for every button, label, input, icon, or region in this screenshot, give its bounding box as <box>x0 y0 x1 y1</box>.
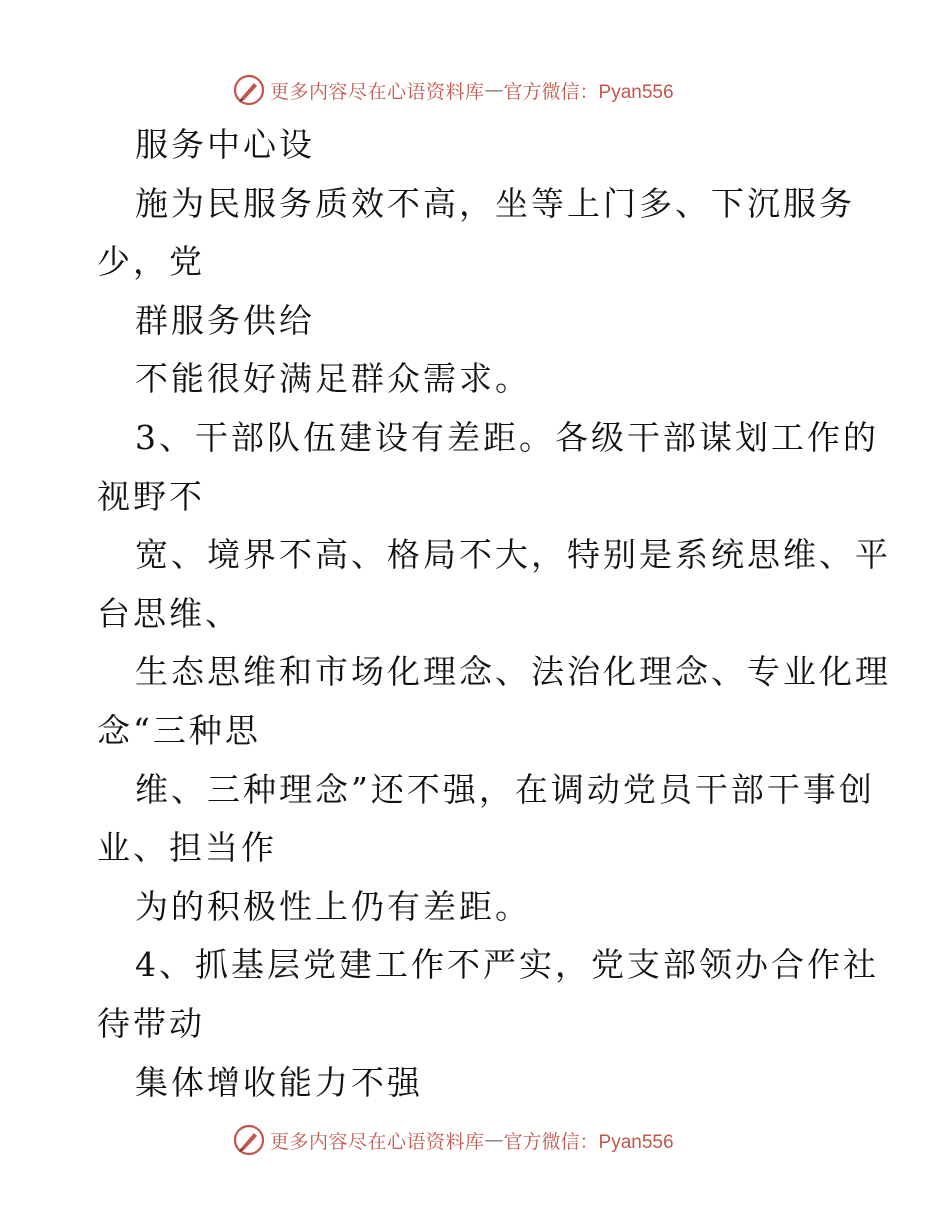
header-banner <box>232 72 674 108</box>
text-line: 念“三种思 <box>97 710 261 750</box>
pen-logo-icon <box>232 73 266 107</box>
text-line: 业、担当作 <box>97 828 277 868</box>
text-line: 为的积极性上仍有差距。 <box>135 886 531 926</box>
text-line: 不能很好满足群众需求。 <box>135 359 531 399</box>
footer-banner <box>232 1122 674 1158</box>
banner-main-text: 更多内容尽在心语资料库 <box>270 80 485 103</box>
text-line: 4、抓基层党建工作不严实，党支部领办合作社 <box>135 945 879 985</box>
banner-main-text: 更多内容尽在心语资料库 <box>270 1130 485 1153</box>
text-line: 待带动 <box>97 1003 205 1043</box>
text-line: 施为民服务质效不高，坐等上门多、下沉服务 <box>135 183 855 223</box>
text-line: 宽、境界不高、格局不大，特别是系统思维、平 <box>135 535 891 575</box>
banner-separator: — <box>484 1129 504 1151</box>
text-line: 少，党 <box>97 242 205 282</box>
text-line: 服务中心设 <box>135 125 315 164</box>
text-line: 集体增收能力不强 <box>135 1062 423 1102</box>
document-body <box>97 116 891 1112</box>
text-line: 生态思维和市场化理念、法治化理念、专业化理 <box>135 652 891 692</box>
pen-logo-icon <box>232 1123 266 1157</box>
text-line: 3、干部队伍建设有差距。各级干部谋划工作的 <box>135 417 879 457</box>
banner-contact-text: 官方微信：Pyan556 <box>503 1131 674 1153</box>
text-line: 台思维、 <box>97 593 241 633</box>
banner-separator: — <box>484 79 504 101</box>
text-line: 视野不 <box>97 476 205 516</box>
banner-contact-text: 官方微信：Pyan556 <box>503 81 674 103</box>
text-line: 群服务供给 <box>135 300 315 340</box>
text-line: 维、三种理念”还不强，在调动党员干部干事创 <box>135 769 875 809</box>
